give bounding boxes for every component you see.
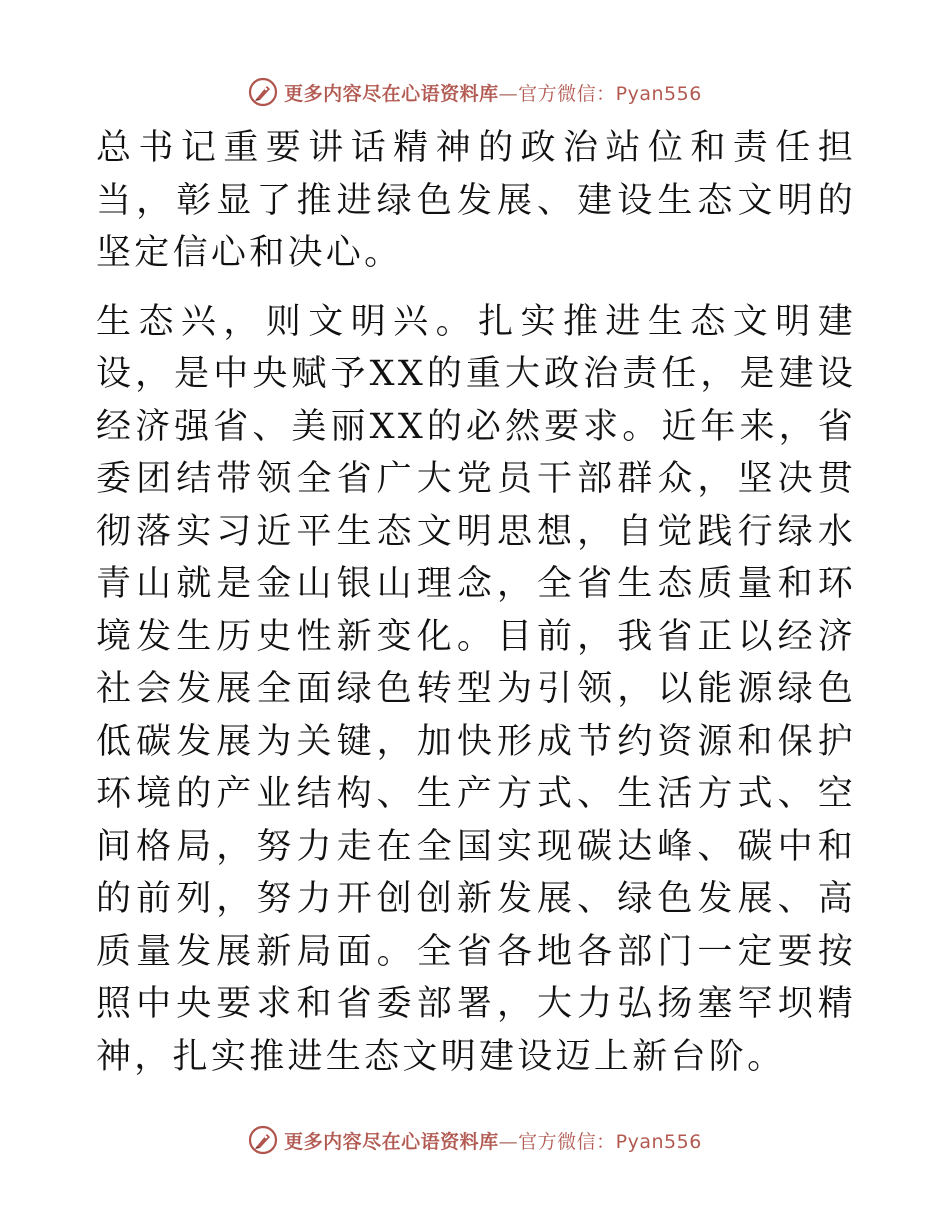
header-wechat-text: 官方微信：Pyan556 — [518, 82, 702, 105]
header-separator: — — [498, 82, 519, 105]
header-banner — [0, 72, 950, 112]
paragraph-1: 总书记重要讲话精神的政治站位和责任担当，彰显了推进绿色发展、建设生态文明的坚定信心和决心。 — [96, 128, 856, 273]
document-body — [96, 122, 856, 1083]
footer-text — [284, 1127, 702, 1154]
footer-separator: — — [498, 1130, 519, 1153]
pen-nib-logo-icon — [248, 1125, 278, 1155]
footer-banner — [0, 1120, 950, 1160]
header-text — [284, 79, 702, 106]
paragraph-2: 生态兴，则文明兴。扎实推进生态文明建设，是中央赋予XX的重大政治责任，是建设经济强省、美丽XX的必然要求。近年来，省委团结带领全省广大党员干部群众，坚决贯彻落实习近平生态文明思想，自觉践行绿水青山就是金山银山理念，全省生态质量和环境发生历史性新变化。目前，我省正以经济社会发展全面绿色转型为引领，以能源绿色低碳发展为关键，加快形成节约资源和保护环境的产业结构、生产方式、生活方式、空间格局，努力走在全国实现碳达峰、碳中和的前列，努力开创创新发展、绿色发展、高质量发展新局面。全省各地各部门一定要按照中央要求和省委部署，大力弘扬塞罕坝精神，扎实推进生态文明建设迈上新台阶。 — [96, 301, 856, 1077]
footer-wechat-text: 官方微信：Pyan556 — [518, 1130, 702, 1153]
footer-brand-text: 更多内容尽在心语资料库 — [284, 1130, 499, 1153]
pen-nib-logo-icon — [248, 77, 278, 107]
header-brand-text: 更多内容尽在心语资料库 — [284, 82, 499, 105]
